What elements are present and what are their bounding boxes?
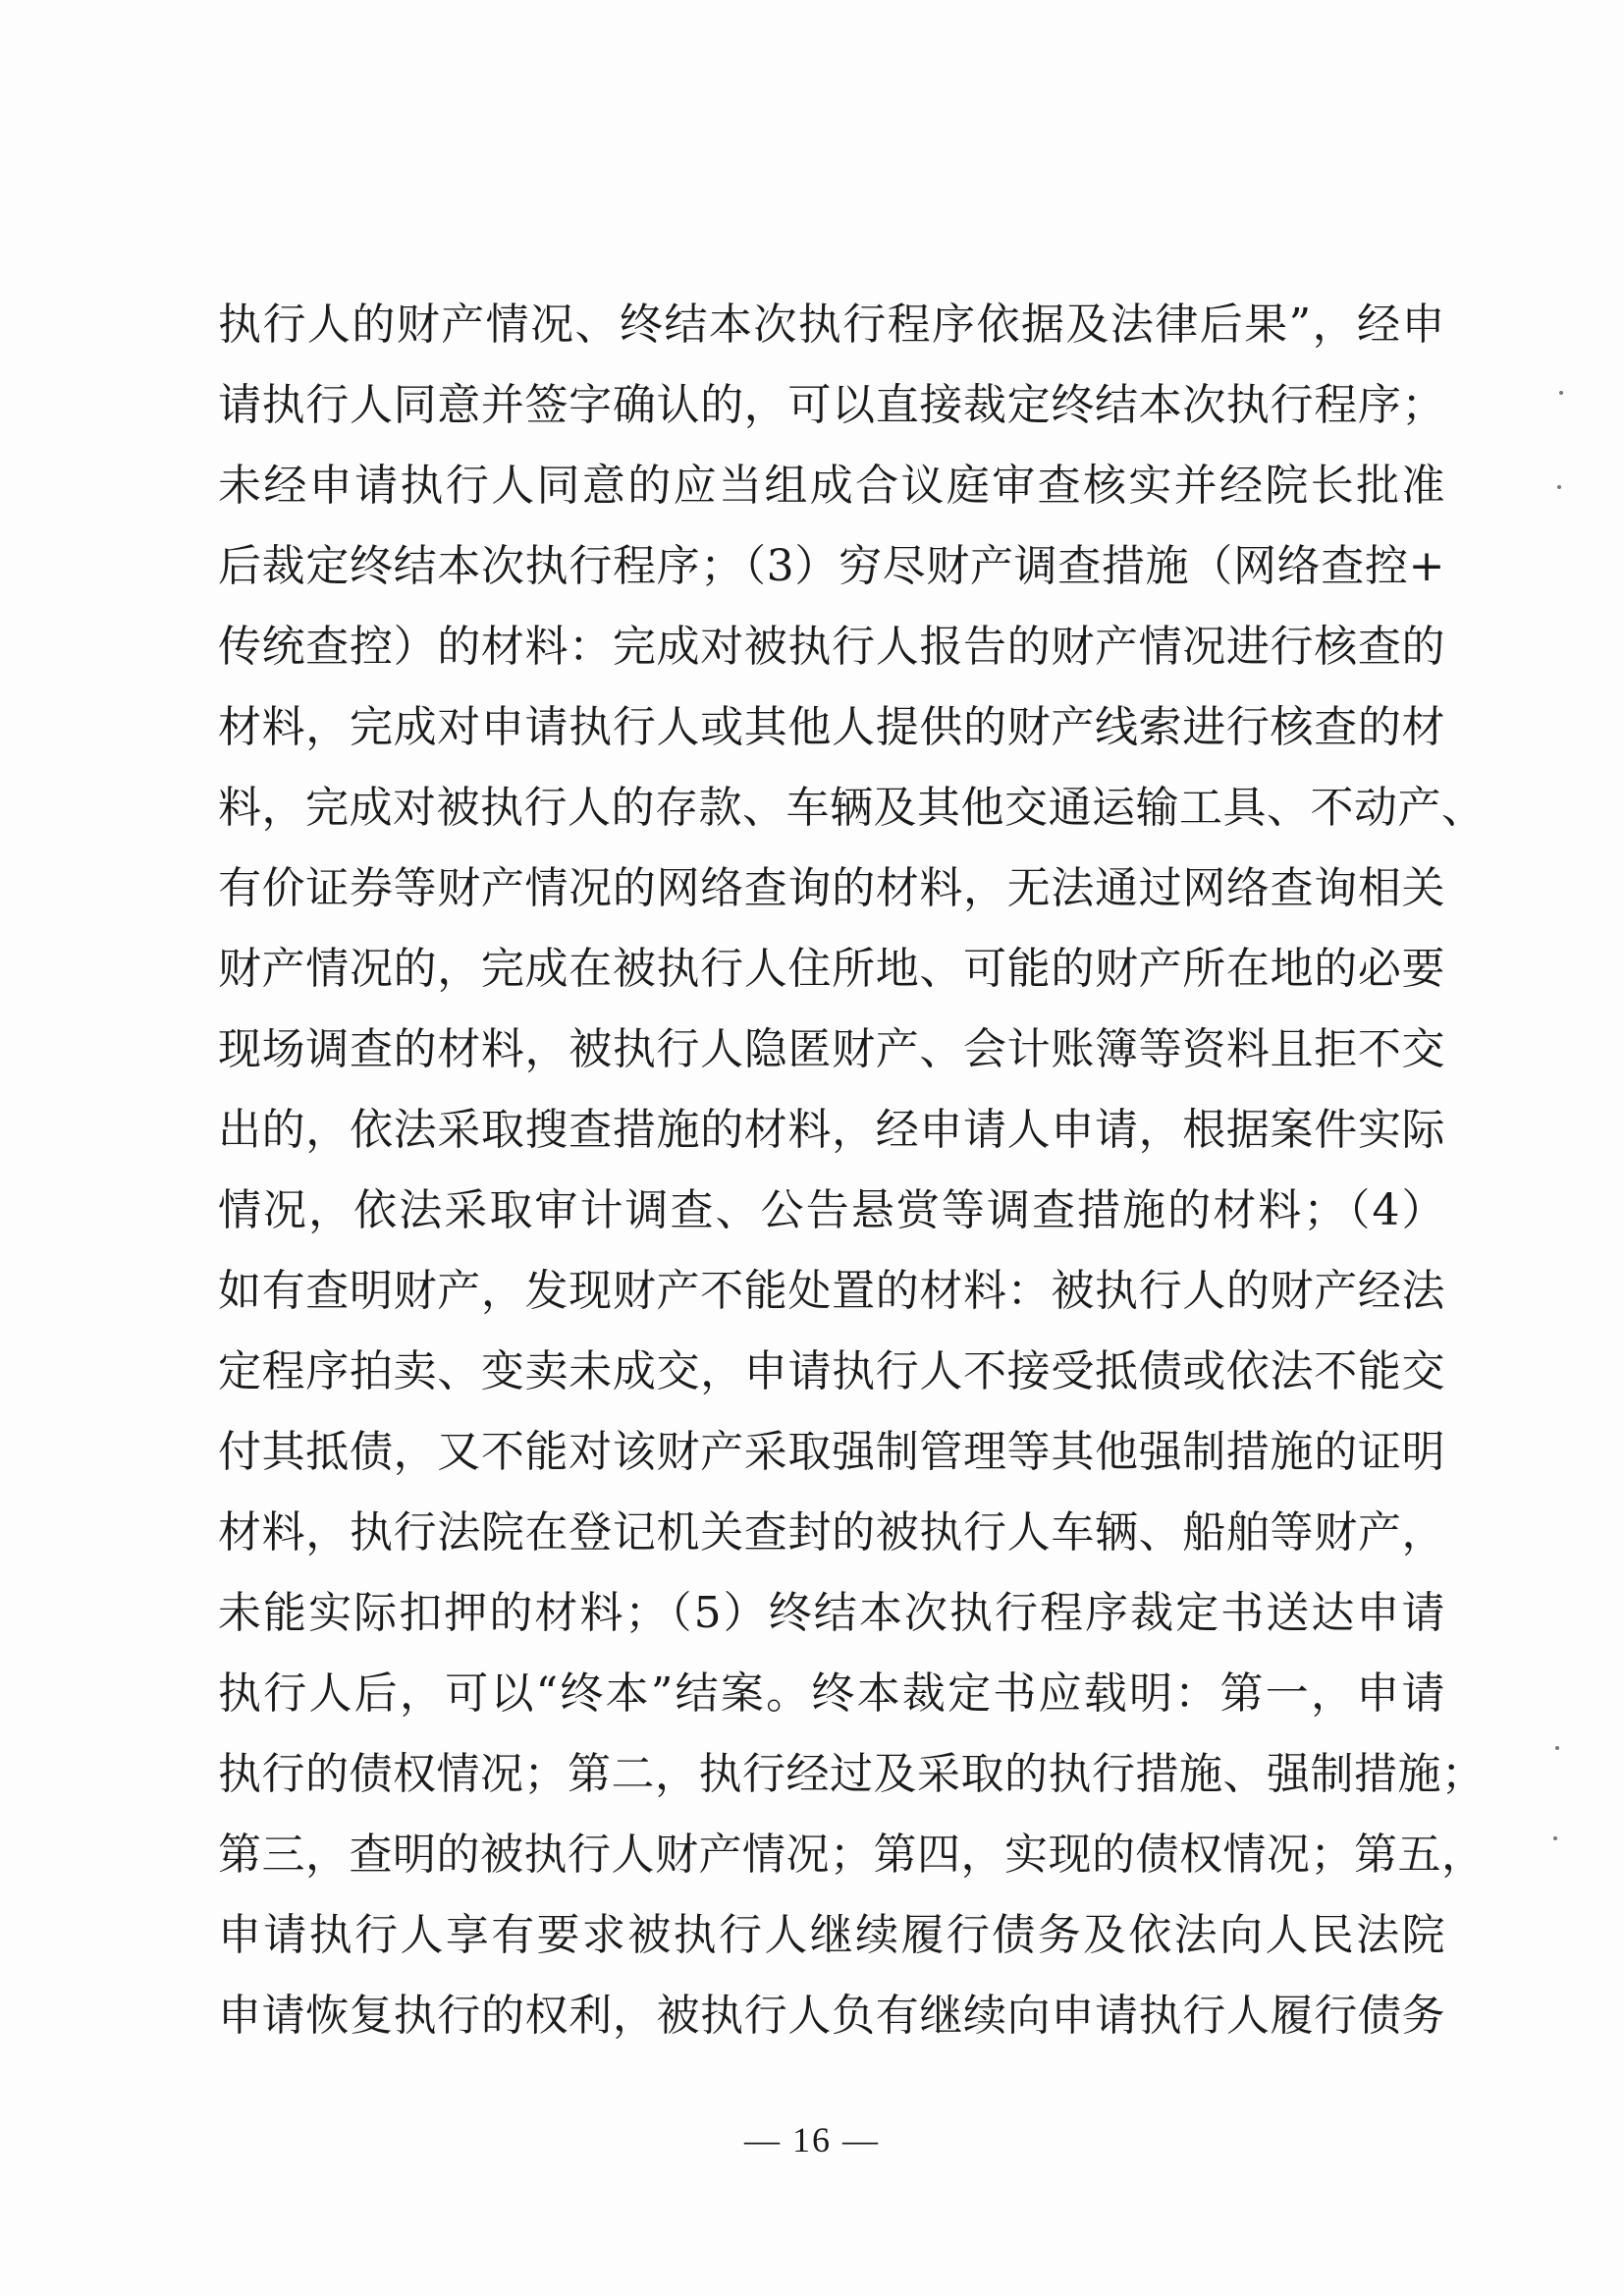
text-line: 情况，依法采取审计调查、公告悬赏等调查措施的材料；（4） xyxy=(218,1185,1445,1235)
text-line: 申请恢复执行的权利，被执行人负有继续向申请执行人履行债务 xyxy=(218,1991,1445,2041)
text-line: 未经申请执行人同意的应当组成合议庭审查核实并经院长批准 xyxy=(218,461,1445,511)
text-line: 出的，依法采取搜查措施的材料，经申请人申请，根据案件实际 xyxy=(218,1105,1445,1155)
text-line: 现场调查的材料，被执行人隐匿财产、会计账簿等资料且拒不交 xyxy=(218,1024,1445,1074)
text-line: 执行的债权情况；第二，执行经过及采取的执行措施、强制措施； xyxy=(218,1749,1486,1799)
text-line: 执行人后，可以“终本”结案。终本裁定书应载明：第一，申请 xyxy=(218,1668,1445,1719)
text-line: 有价证券等财产情况的网络查询的材料，无法通过网络查询相关 xyxy=(218,863,1445,913)
text-line: 定程序拍卖、变卖未成交，申请执行人不接受抵债或依法不能交 xyxy=(218,1346,1445,1396)
scan-speck xyxy=(1553,1836,1557,1840)
page-number: — 16 — xyxy=(744,2120,880,2159)
text-line: 付其抵债，又不能对该财产采取强制管理等其他强制措施的证明 xyxy=(218,1427,1445,1477)
scan-speck xyxy=(1559,391,1563,395)
text-line: 材料，执行法院在登记机关查封的被执行人车辆、船舶等财产， xyxy=(218,1507,1445,1558)
text-line: 未能实际扣押的材料；（5）终结本次执行程序裁定书送达申请 xyxy=(218,1588,1445,1638)
text-line: 请执行人同意并签字确认的，可以直接裁定终结本次执行程序； xyxy=(218,380,1445,430)
text-line: 料，完成对被执行人的存款、车辆及其他交通运输工具、不动产、 xyxy=(218,783,1486,833)
scan-speck xyxy=(1557,485,1561,489)
text-line: 传统查控）的材料：完成对被执行人报告的财产情况进行核查的 xyxy=(218,622,1445,672)
text-line: 后裁定终结本次执行程序；（3）穷尽财产调查措施（网络查控+ xyxy=(218,541,1445,591)
text-line: 财产情况的，完成在被执行人住所地、可能的财产所在地的必要 xyxy=(218,944,1445,994)
body-text xyxy=(218,285,1486,2056)
text-line: 如有查明财产，发现财产不能处置的材料：被执行人的财产经法 xyxy=(218,1266,1445,1316)
text-line: 申请执行人享有要求被执行人继续履行债务及依法向人民法院 xyxy=(218,1910,1445,1960)
text-line: 第三，查明的被执行人财产情况；第四，实现的债权情况；第五， xyxy=(218,1830,1486,1880)
text-line: 材料，完成对申请执行人或其他人提供的财产线索进行核查的材 xyxy=(218,702,1445,752)
scan-speck xyxy=(1555,1746,1559,1750)
text-line: 执行人的财产情况、终结本次执行程序依据及法律后果”，经申 xyxy=(218,300,1445,350)
